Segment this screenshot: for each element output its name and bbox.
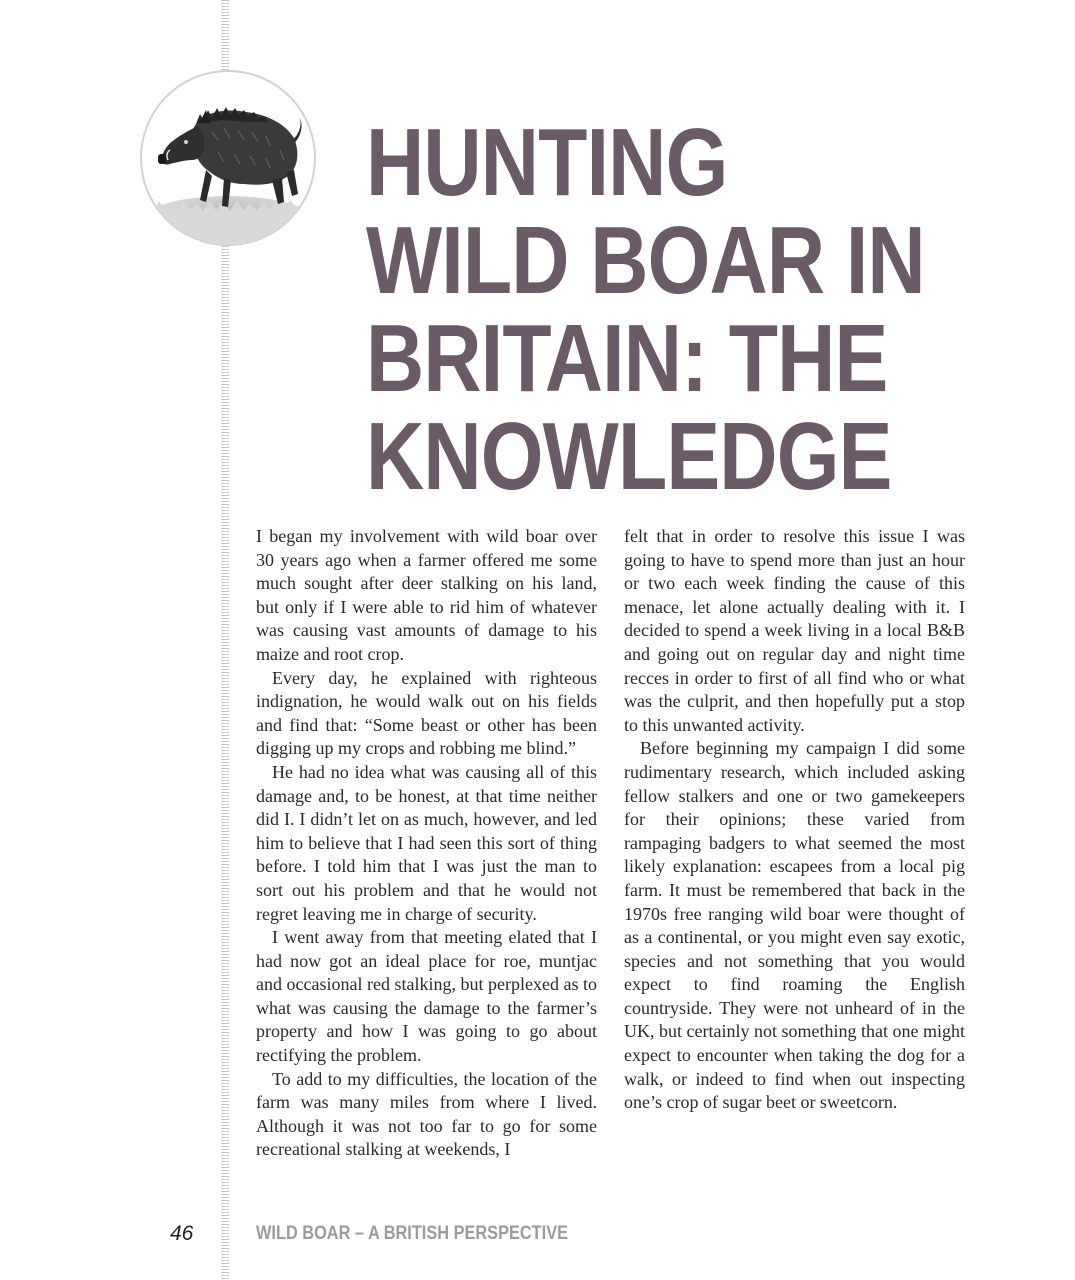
body-column-left (256, 525, 597, 1162)
body-paragraph: Before beginning my campaign I did some rudimentary research, which included asking fellow stalkers and one or two gamekeepers for their opinions; these varied from rampaging badgers to what seemed the most likely explanation: escapees from a local pig farm. It must be remembered that back in the 1970s free ranging wild boar were thought of as a continental, or you might even say exotic, species and not something that you would expect to find roaming the English countryside. They were not unheard of in the UK, but certainly not something that one might expect to encounter when taking the dog for a walk, or indeed to find when out inspecting one’s crop of sugar beet or sweetcorn. (624, 738, 965, 1113)
article-title (366, 109, 925, 510)
running-head: WILD BOAR – A BRITISH PERSPECTIVE (256, 1223, 569, 1244)
body-paragraph: Every day, he explained with righteous indignation, he would walk out on his fields and find that: “Some beast or other has been digging up my crops and robbing me blind.” (256, 667, 597, 759)
wild-boar-illustration (140, 70, 316, 246)
body-paragraph: I went away from that meeting elated that I had now got an ideal place for roe, muntjac and occasional red stalking, but perplexed as to what was causing the damage to the farmer’s property and how I was going to go about rectifying the problem. (256, 927, 597, 1066)
body-paragraph: I began my involvement with wild boar over 30 years ago when a farmer offered me some much sought after deer stalking on his land, but only if I were able to rid him of whatever was causing vast amounts of damage to his maize and root crop. (256, 526, 597, 664)
title-line: KNOWLEDGE (366, 403, 892, 510)
title-line: HUNTING (366, 109, 728, 216)
body-column-right (624, 525, 965, 1115)
page-number: 46 (170, 1222, 194, 1245)
body-paragraph: felt that in order to resolve this issue I was going to have to spend more than just an hour or two each week finding the cause of this menace, let alone actually dealing with it. I decided to spend a week living in a local B&B and going out on regular day and night time recces in order to first of all find who or what was the culprit, and then hopefully put a stop to this unwanted activity. (624, 526, 965, 735)
title-line: BRITAIN: THE (366, 305, 888, 412)
title-line: WILD BOAR IN (366, 207, 925, 314)
body-paragraph: To add to my difficulties, the location of the farm was many miles from where I lived. Although it was not too far to go for some recreational stalking at weekends, I (256, 1068, 597, 1160)
wild-boar-icon (142, 72, 314, 244)
body-paragraph: He had no idea what was causing all of this damage and, to be honest, at that time neither did I. I didn’t let on as much, however, and led him to believe that I had seen this sort of thing before. I told him that I was just the man to sort out his problem and that he would not regret leaving me in charge of security. (256, 761, 597, 924)
